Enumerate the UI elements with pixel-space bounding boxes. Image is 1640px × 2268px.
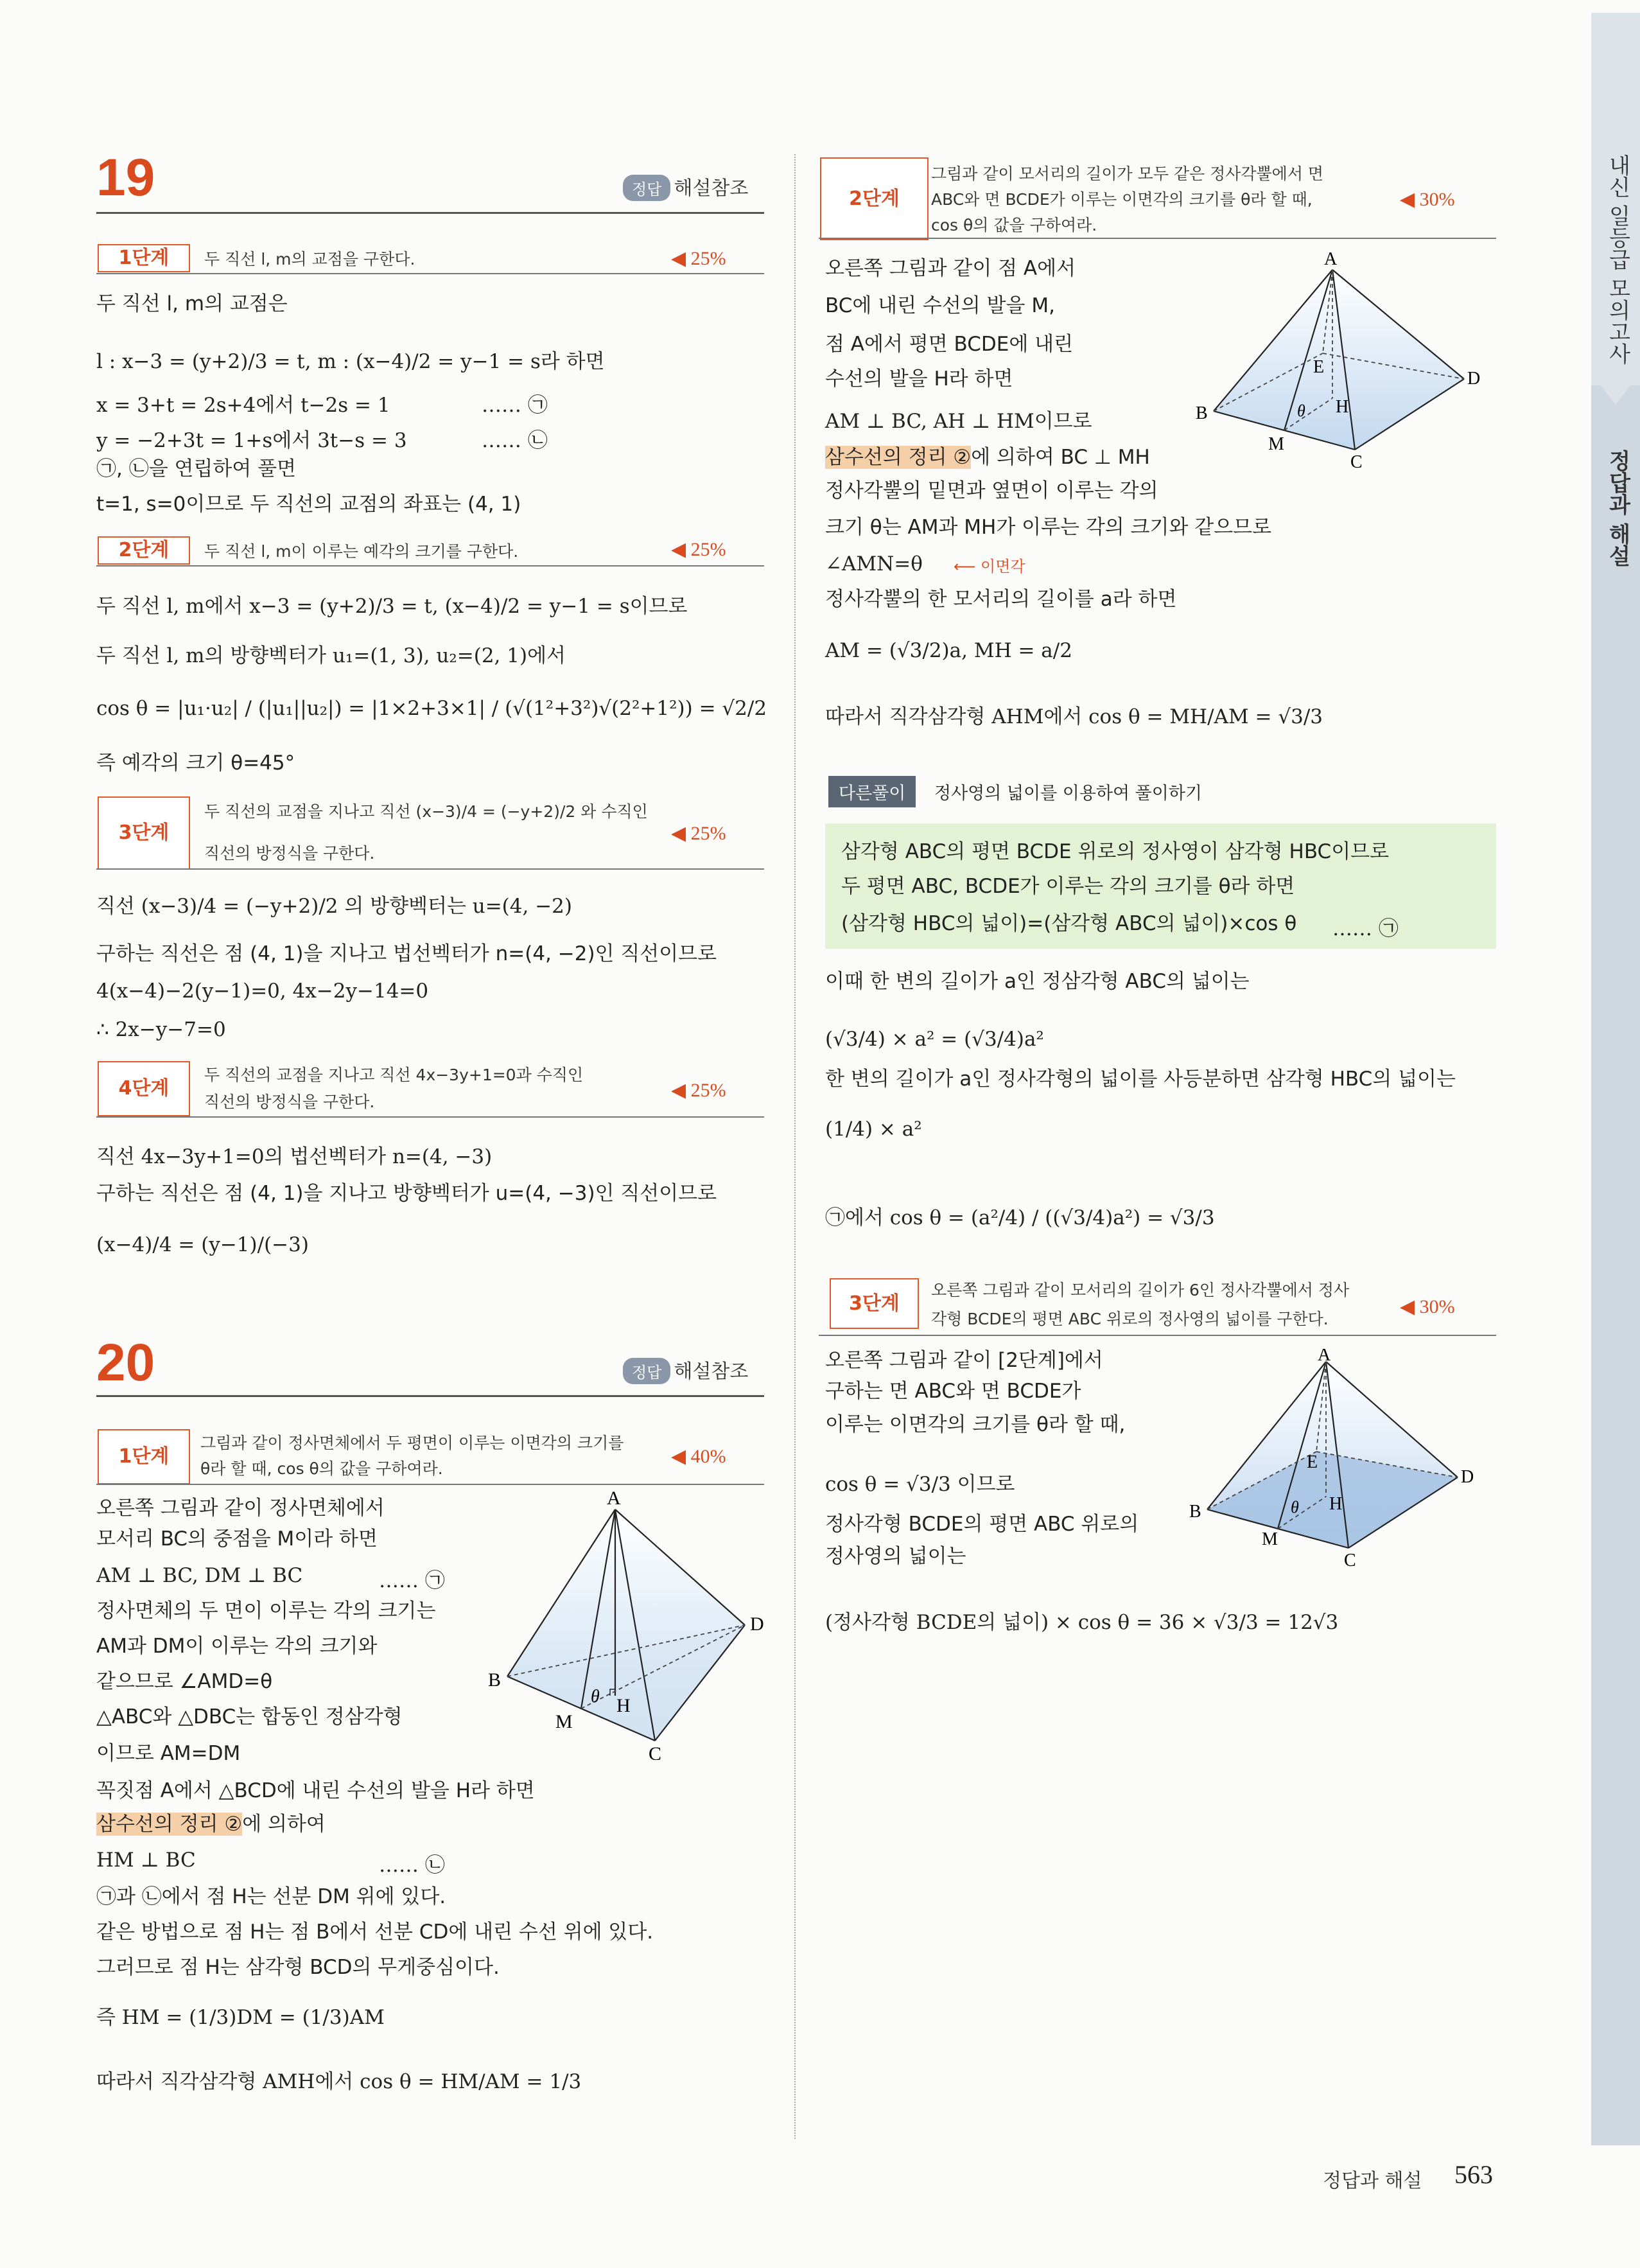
step-rule	[96, 1484, 764, 1485]
step-1-desc: 두 직선 l, m의 교점을 구한다.	[204, 250, 415, 268]
pyramid-figure-1	[1194, 251, 1490, 469]
text-line: 오른쪽 그림과 같이 정사면체에서	[96, 1497, 385, 1520]
vertex-label: A	[607, 1490, 621, 1509]
theorem-highlight: 삼수선의 정리 ②	[825, 446, 972, 469]
step-rule	[819, 1335, 1496, 1336]
math-line: 두 직선 l, m에서 x−3 = (y+2)/3 = t, (x−4)/2 = y−1 = s이므로	[96, 595, 688, 618]
math-line: cos θ = √3/3 이므로	[825, 1473, 1015, 1496]
step-3-percent: ◀ 25%	[671, 823, 726, 844]
equation-mark: …… ㉠	[482, 394, 548, 417]
text-fragment: 에 의하여 BC ⊥ MH	[971, 446, 1150, 469]
step-1-desc-line1: 그림과 같이 정사면체에서 두 평면이 이루는 이면각의 크기를	[200, 1434, 624, 1452]
text-line: 그러므로 점 H는 삼각형 BCD의 무게중심이다.	[96, 1956, 500, 1979]
step-1-badge: 1단계	[98, 244, 190, 272]
step-3-badge: 3단계	[830, 1278, 919, 1329]
vertex-label: B	[488, 1669, 502, 1691]
point-label: H	[1329, 1494, 1343, 1514]
math-line: 직선 (x−3)/4 = (−y+2)/2 의 방향벡터는 u=(4, −2)	[96, 895, 573, 918]
text-line: 오른쪽 그림과 같이 [2단계]에서	[825, 1349, 1103, 1372]
step-rule	[96, 1116, 764, 1118]
step-4-desc-line1: 두 직선의 교점을 지나고 직선 4x−3y+1=0과 수직인	[204, 1066, 584, 1084]
step-2-percent: ◀ 25%	[671, 539, 726, 560]
problem-number-19: 19	[96, 148, 155, 207]
text-line: △ABC와 △DBC는 합동인 정삼각형	[96, 1705, 403, 1728]
pyramid-svg	[1194, 251, 1490, 469]
math-line: (x−4)/4 = (y−1)/(−3)	[96, 1233, 309, 1256]
math-line: (√3/4) × a² = (√3/4)a²	[825, 1028, 1044, 1051]
math-line: 직선 4x−3y+1=0의 법선벡터가 n=(4, −3)	[96, 1145, 493, 1168]
text-line-lemma	[96, 1813, 326, 1836]
text-line: 이때 한 변의 길이가 a인 정삼각형 ABC의 넓이는	[825, 970, 1250, 993]
equation-mark: …… ㉡	[482, 429, 548, 452]
math-line: ∴ 2x−y−7=0	[96, 1018, 226, 1041]
sidebar-tab-top[interactable]: 내신 일등급 모의고사	[1605, 154, 1630, 365]
vertex-label: D	[750, 1613, 764, 1635]
step-2-percent: ◀ 30%	[1400, 189, 1455, 210]
point-label: H	[616, 1695, 631, 1716]
math-line: ∠AMN=θ	[825, 552, 923, 576]
math-line: ㉠에서 cos θ = (a²/4) / ((√3/4)a²) = √3/3	[825, 1206, 1215, 1229]
text-line: 구하는 직선은 점 (4, 1)을 지나고 방향벡터가 u=(4, −3)인 직선이므로	[96, 1182, 717, 1205]
text-line: 구하는 면 ABC와 면 BCDE가	[825, 1380, 1081, 1403]
math-line: HM ⊥ BC	[96, 1849, 196, 1872]
step-4-percent: ◀ 25%	[671, 1080, 726, 1101]
problem-rule	[96, 212, 764, 214]
text-line: t=1, s=0이므로 두 직선의 교점의 좌표는 (4, 1)	[96, 493, 521, 516]
text-line: 꼭짓점 A에서 △BCD에 내린 수선의 발을 H라 하면	[96, 1779, 535, 1802]
math-line: l : x−3 = (y+2)/3 = t, m : (x−4)/2 = y−1 = s라 하면	[96, 350, 605, 373]
step-2-badge: 2단계	[820, 157, 929, 240]
text-line: 삼각형 ABC의 평면 BCDE 위로의 정사영이 삼각형 HBC이므로	[841, 840, 1390, 863]
step-1-percent: ◀ 40%	[671, 1446, 726, 1467]
alt-solution-title: 정사영의 넓이를 이용하여 풀이하기	[934, 784, 1202, 804]
sidebar-tab-bottom[interactable]: 정답과 해설	[1605, 450, 1630, 567]
arrow-left-icon: ⟵	[954, 558, 981, 576]
point-label: M	[1268, 434, 1284, 454]
point-label: M	[1262, 1529, 1278, 1549]
column-divider	[794, 154, 796, 2139]
text-line: 이므로 AM=DM	[96, 1742, 241, 1765]
angle-label: θ	[1297, 401, 1305, 420]
text-line: 같은 방법으로 점 H는 점 B에서 선분 CD에 내린 수선 위에 있다.	[96, 1921, 654, 1944]
text-line: 구하는 직선은 점 (4, 1)을 지나고 법선벡터가 n=(4, −2)인 직선이므로	[96, 942, 717, 965]
text-line: 같으므로 ∠AMD=θ	[96, 1670, 273, 1693]
step-2-desc-line1: 그림과 같이 모서리의 길이가 모두 같은 정사각뿔에서 면	[931, 164, 1324, 183]
text-line: ㉠과 ㉡에서 점 H는 선분 DM 위에 있다.	[96, 1885, 446, 1908]
vertex-label: D	[1467, 369, 1481, 389]
text-line: 한 변의 길이가 a인 정사각형의 넓이를 사등분하면 삼각형 HBC의 넓이는	[825, 1068, 1456, 1091]
annotation-text: 이면각	[981, 558, 1025, 576]
equation-mark: …… ㉠	[1332, 917, 1399, 940]
answer-tag-19	[623, 172, 748, 201]
step-rule	[96, 273, 764, 274]
pyramid-svg	[1188, 1349, 1483, 1567]
text-line: 정사각뿔의 한 모서리의 길이를 a라 하면	[825, 588, 1177, 611]
page-number: 563	[1454, 2160, 1493, 2189]
step-2-desc-line2: ABC와 면 BCDE가 이루는 이면각의 크기를 θ라 할 때,	[931, 190, 1313, 209]
text-line: 두 직선 l, m의 교점은	[96, 292, 288, 315]
math-line: (정사각형 BCDE의 넓이) × cos θ = 36 × √3/3 = 12√3	[825, 1611, 1339, 1634]
tetrahedron-svg	[462, 1490, 771, 1760]
step-4-desc-line2: 직선의 방정식을 구한다.	[204, 1093, 375, 1111]
step-rule	[96, 565, 764, 567]
text-line: 두 평면 ABC, BCDE가 이루는 각의 크기를 θ라 하면	[841, 875, 1295, 898]
angle-label: θ	[591, 1687, 600, 1707]
step-3-desc-line2: 각형 BCDE의 평면 ABC 위로의 정사영의 넓이를 구한다.	[931, 1310, 1329, 1328]
text-line: 정사각형 BCDE의 평면 ABC 위로의	[825, 1513, 1139, 1536]
text-line-lemma	[825, 446, 1150, 470]
vertex-label: A	[1324, 251, 1338, 269]
text-line: 수선의 발을 H라 하면	[825, 367, 1013, 391]
step-2-badge: 2단계	[98, 536, 190, 565]
step-3-percent: ◀ 30%	[1400, 1296, 1455, 1317]
step-2-desc: 두 직선 l, m이 이루는 예각의 크기를 구한다.	[204, 542, 519, 561]
footer-label: 정답과 해설	[1323, 2170, 1422, 2192]
step-1-desc-line2: θ라 할 때, cos θ의 값을 구하여라.	[200, 1459, 443, 1478]
vertex-label: C	[1350, 452, 1363, 469]
point-label: H	[1336, 397, 1349, 417]
sidebar-tab-pointer	[1591, 373, 1640, 405]
answer-badge: 정답	[623, 1358, 670, 1384]
step-1-percent: ◀ 25%	[671, 248, 726, 269]
step-3-desc-line1: 두 직선의 교점을 지나고 직선 (x−3)/4 = (−y+2)/2 와 수직인	[204, 802, 648, 821]
math-line: 4(x−4)−2(y−1)=0, 4x−2y−14=0	[96, 980, 429, 1003]
math-line: AM ⊥ BC, DM ⊥ BC	[96, 1564, 303, 1587]
step-rule	[96, 868, 764, 870]
math-line: x = 3+t = 2s+4에서 t−2s = 1	[96, 394, 390, 417]
vertex-label: D	[1461, 1467, 1474, 1487]
math-line: 따라서 직각삼각형 AMH에서 cos θ = HM/AM = 1/3	[96, 2070, 582, 2093]
vertex-label: C	[649, 1743, 662, 1760]
angle-label: θ	[1291, 1498, 1299, 1516]
vertex-label: E	[1307, 1452, 1318, 1472]
step-1-badge: 1단계	[98, 1429, 190, 1484]
text-line: 크기 θ는 AM과 MH가 이루는 각의 크기와 같으므로	[825, 516, 1272, 539]
text-line: AM과 DM이 이루는 각의 크기와	[96, 1635, 378, 1658]
vertex-label: A	[1318, 1349, 1331, 1365]
answer-badge: 정답	[623, 175, 670, 201]
math-line: AM = (√3/2)a, MH = a/2	[825, 639, 1072, 662]
vertex-label: C	[1344, 1551, 1356, 1567]
math-line: 따라서 직각삼각형 AHM에서 cos θ = MH/AM = √3/3	[825, 705, 1323, 728]
text-line: BC에 내린 수선의 발을 M,	[825, 294, 1055, 317]
problem-number-20: 20	[96, 1333, 155, 1392]
theorem-highlight: 삼수선의 정리 ②	[96, 1813, 243, 1836]
answer-tag-20	[623, 1355, 748, 1384]
answer-label: 해설참조	[674, 1360, 749, 1383]
math-line: cos θ = |u₁·u₂| / (|u₁||u₂|) = |1×2+3×1| / (√(1²+3²)√(2²+1²)) = √2/2	[96, 697, 767, 720]
math-line: y = −2+3t = 1+s에서 3t−s = 3	[96, 429, 407, 452]
math-line: AM ⊥ BC, AH ⊥ HM이므로	[825, 410, 1092, 433]
answer-label: 해설참조	[674, 177, 749, 200]
text-line: 모서리 BC의 중점을 M이라 하면	[96, 1527, 378, 1551]
math-line: 두 직선 l, m의 방향벡터가 u₁=(1, 3), u₂=(2, 1)에서	[96, 644, 566, 667]
text-line: 정사영의 넓이는	[825, 1545, 966, 1568]
vertex-label: E	[1313, 357, 1325, 377]
step-3-desc-line2: 직선의 방정식을 구한다.	[204, 844, 375, 863]
text-line: 점 A에서 평면 BCDE에 내린	[825, 333, 1074, 356]
text-line: 즉 예각의 크기 θ=45°	[96, 752, 295, 775]
step-4-badge: 4단계	[98, 1061, 190, 1116]
text-line: 정사면체의 두 면이 이루는 각의 크기는	[96, 1599, 436, 1622]
vertex-label: B	[1189, 1502, 1201, 1522]
text-line: (삼각형 HBC의 넓이)=(삼각형 ABC의 넓이)×cos θ	[841, 912, 1297, 935]
step-3-desc-line1: 오른쪽 그림과 같이 모서리의 길이가 6인 정사각뿔에서 정사	[931, 1281, 1350, 1299]
alt-solution-badge: 다른풀이	[828, 776, 916, 807]
text-line: 정사각뿔의 밑면과 옆면이 이루는 각의	[825, 479, 1158, 502]
text-line: 오른쪽 그림과 같이 점 A에서	[825, 257, 1076, 280]
step-2-desc-line3: cos θ의 값을 구하여라.	[931, 216, 1097, 234]
equation-mark: …… ㉠	[379, 1569, 445, 1592]
math-line: 즉 HM = (1/3)DM = (1/3)AM	[96, 2006, 385, 2029]
math-line: (1/4) × a²	[825, 1118, 922, 1141]
text-line: 이루는 이면각의 크기를 θ라 할 때,	[825, 1413, 1126, 1436]
text-fragment: 에 의하여	[242, 1813, 326, 1836]
tetrahedron-figure	[462, 1490, 771, 1760]
text-line: ㉠, ㉡을 연립하여 풀면	[96, 457, 297, 480]
problem-rule	[96, 1395, 764, 1397]
point-label: M	[555, 1711, 573, 1732]
annotation-note	[954, 554, 1025, 576]
step-3-badge: 3단계	[98, 796, 190, 870]
vertex-label: B	[1196, 403, 1208, 423]
step-rule	[819, 238, 1496, 239]
equation-mark: …… ㉡	[379, 1854, 445, 1877]
pyramid-figure-2	[1188, 1349, 1483, 1567]
